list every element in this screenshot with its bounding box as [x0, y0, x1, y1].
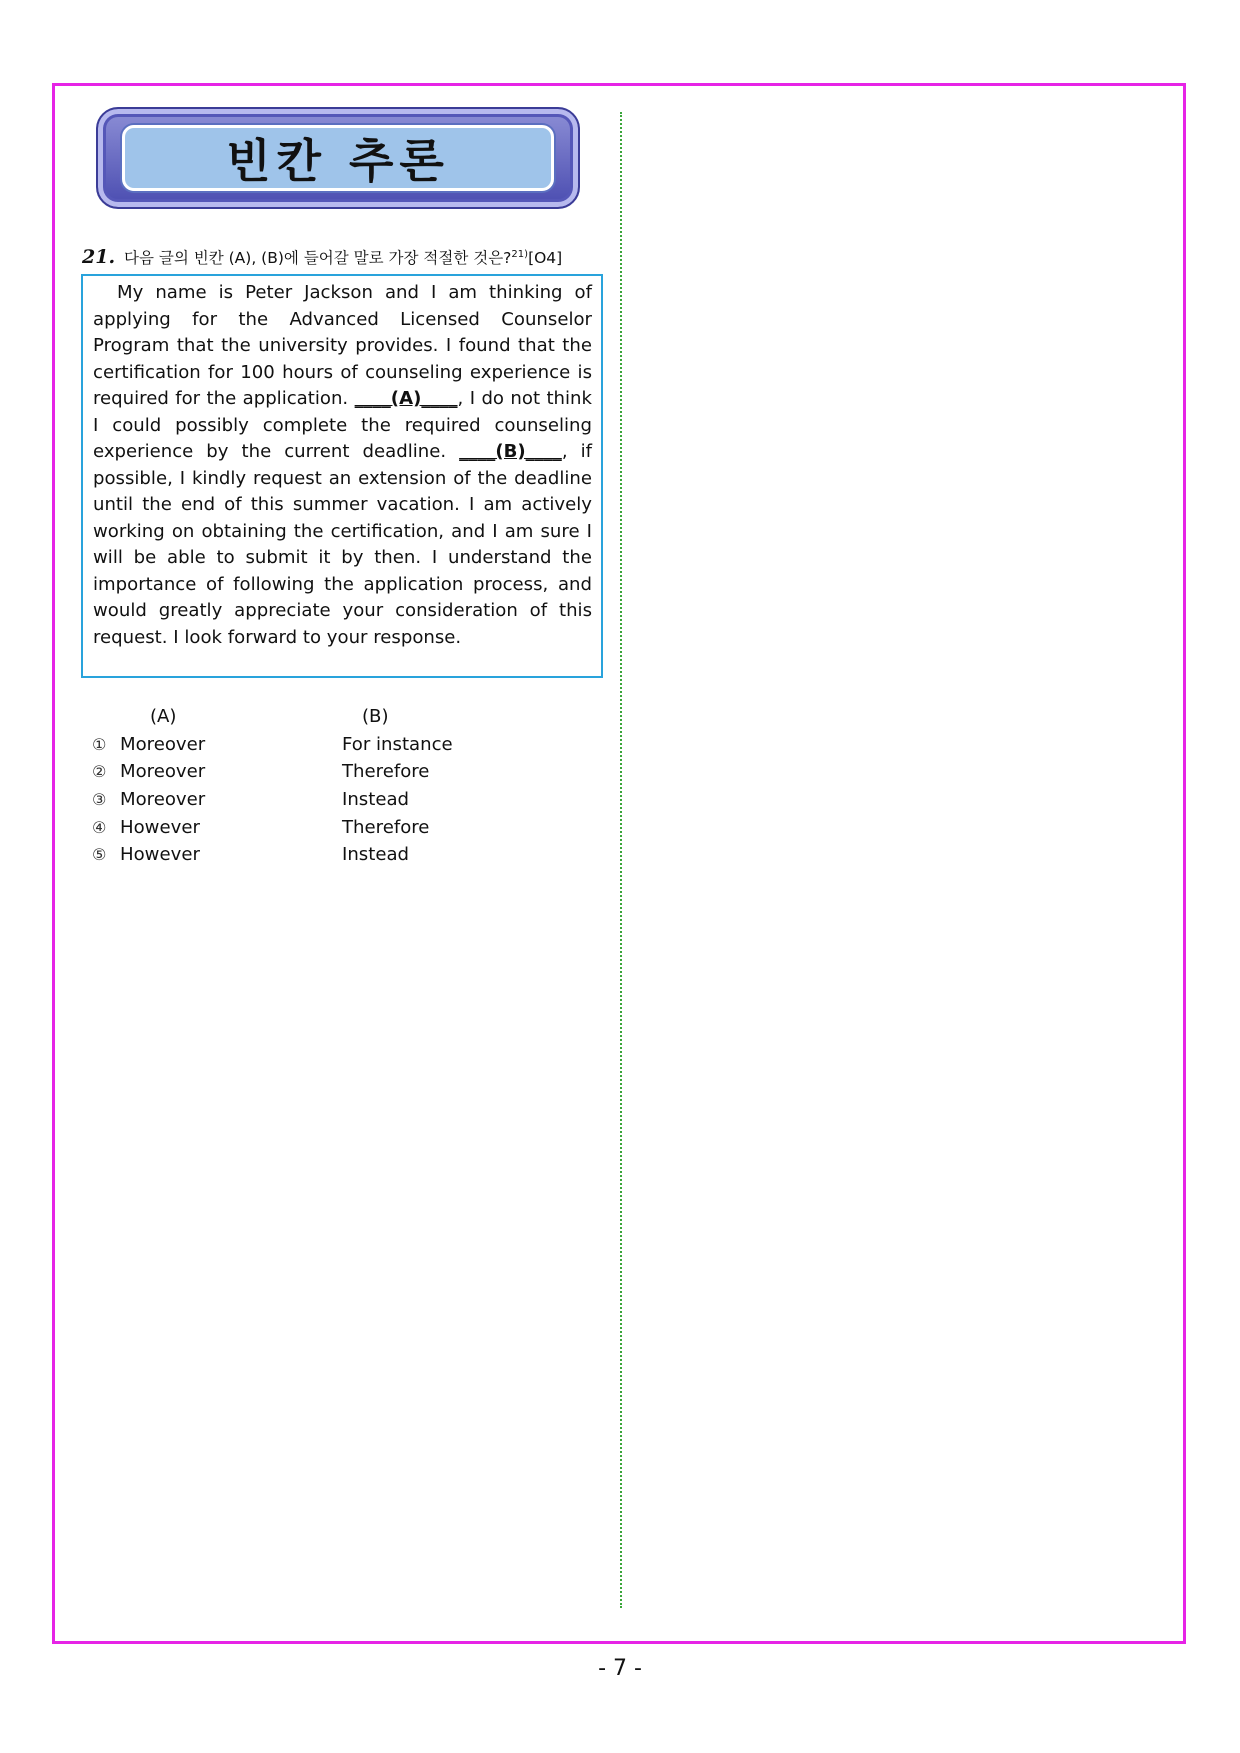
option-b-text: Therefore — [342, 761, 430, 783]
option-a-text: Moreover — [120, 789, 206, 811]
option-number: ④ — [92, 817, 107, 837]
option-b-text: Therefore — [342, 816, 430, 838]
passage-text-1: My name is Peter Jackson and I am thinking of applying for the Advanced Licensed Counselor Program that the university provides. I found that the certification for 100 hours of counseling experience is required for the application. — [93, 282, 592, 409]
question-stem — [82, 246, 622, 268]
option-a-text: Moreover — [120, 733, 206, 755]
blank-b: ____(B)____ — [459, 441, 562, 462]
options-header — [92, 703, 572, 731]
option-number: ⑤ — [92, 845, 107, 865]
option-number: ① — [92, 734, 107, 754]
section-title: 빈칸 추론 — [226, 134, 450, 188]
page-number: - 7 - — [598, 1656, 642, 1681]
section-banner — [96, 107, 580, 209]
option-b-text: For instance — [342, 733, 453, 755]
option-1[interactable] — [92, 731, 572, 759]
option-number: ② — [92, 762, 107, 782]
question-code: [O4] — [528, 249, 563, 267]
options-header-a: (A) — [150, 706, 177, 728]
question-source-sup: 21) — [511, 248, 529, 260]
option-number: ③ — [92, 790, 107, 810]
passage-box — [81, 274, 603, 678]
option-2[interactable] — [92, 758, 572, 786]
passage-text-3: , if possible, I kindly request an extension of the deadline until the end of this summer vacation. I am actively working on obtaining the certification, and I am sure I will be able to submit it by then. I understand the importance of following the application process, and would greatly appreciate your consideration of this request. I look forward to your response. — [93, 441, 593, 648]
option-a-text: However — [120, 816, 200, 838]
option-a-text: Moreover — [120, 761, 206, 783]
section-banner-inner — [122, 125, 554, 191]
question-number: 21. — [82, 246, 116, 268]
option-5[interactable] — [92, 841, 572, 869]
option-3[interactable] — [92, 786, 572, 814]
option-a-text: However — [120, 844, 200, 866]
passage-text-2: , I do not think I could possibly complete the required counseling experience by the current deadline. — [93, 388, 592, 462]
column-divider — [620, 112, 622, 1608]
option-4[interactable] — [92, 813, 572, 841]
answer-options — [92, 703, 572, 869]
blank-a: ____(A)____ — [354, 388, 458, 409]
option-b-text: Instead — [342, 789, 410, 811]
option-b-text: Instead — [342, 844, 410, 866]
options-header-b: (B) — [362, 706, 389, 728]
question-prompt: 다음 글의 빈칸 (A), (B)에 들어갈 말로 가장 적절한 것은? — [124, 249, 512, 267]
